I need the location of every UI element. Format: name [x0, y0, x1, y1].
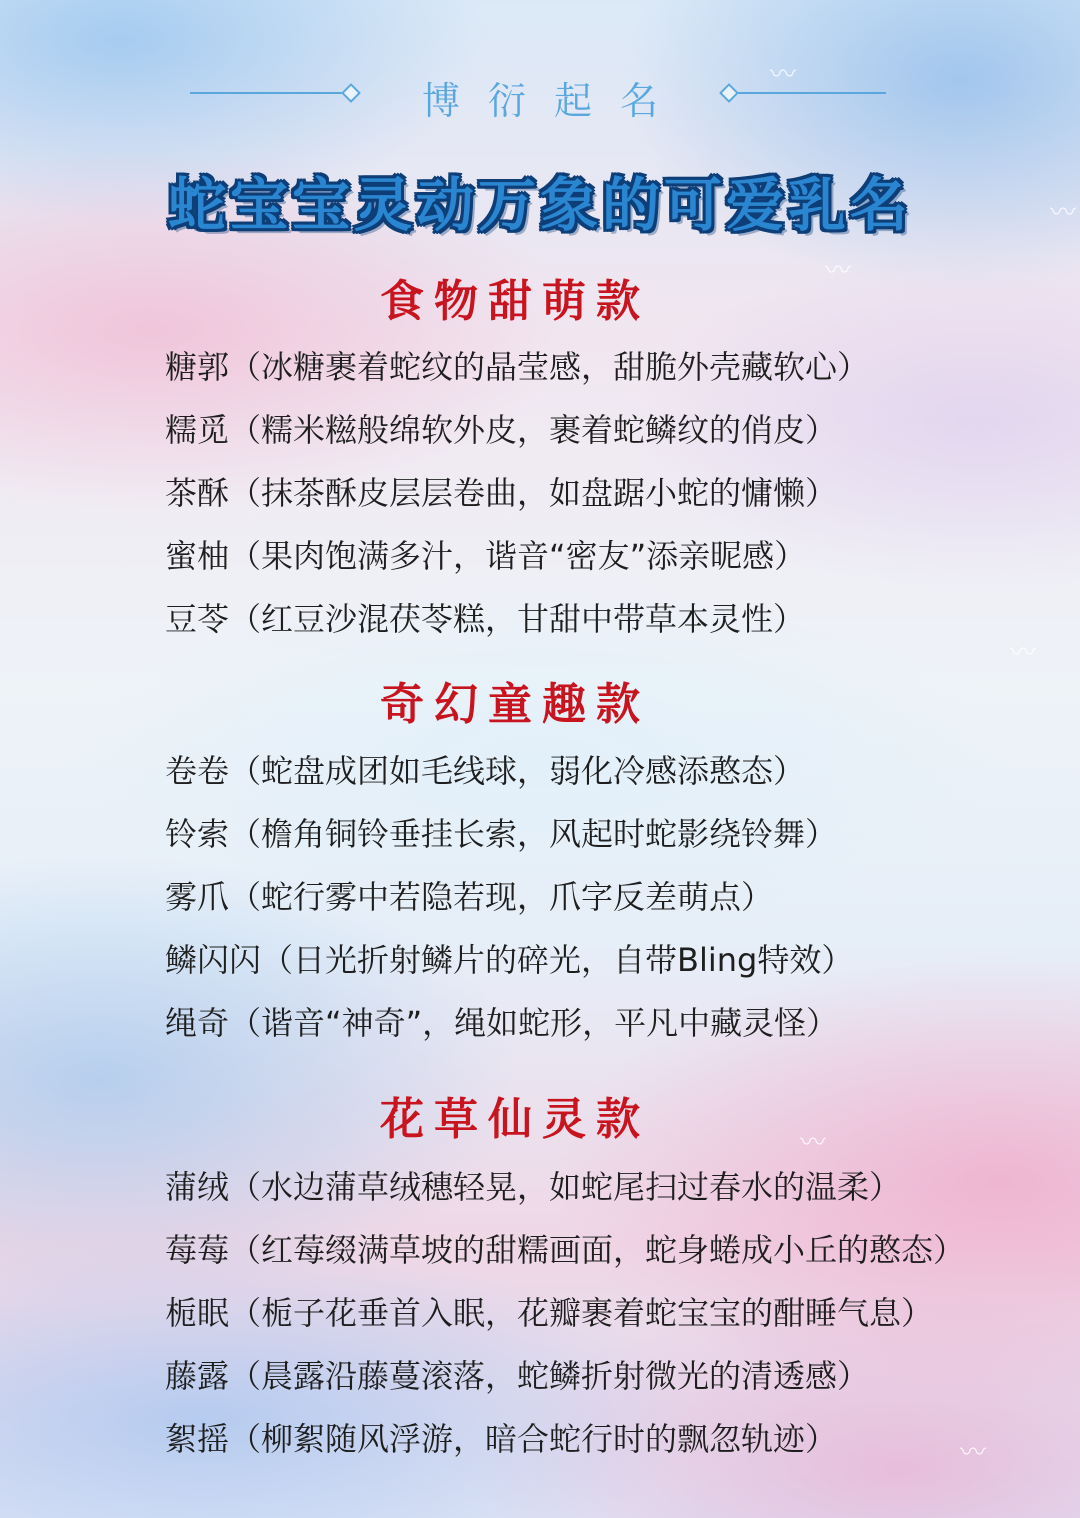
bird-silhouette: 〰	[770, 60, 797, 90]
section-title-flora: 花草仙灵款	[380, 1094, 650, 1145]
section-title-fantasy: 奇幻童趣款	[380, 679, 650, 730]
brand-name: 博衍起名	[421, 79, 686, 123]
bird-silhouette: 〰	[800, 1128, 827, 1158]
bird-silhouette: 〰	[960, 1438, 987, 1468]
list-item: 糖郭（冰糖裹着蛇纹的晶莹感，甜脆外壳藏软心）	[165, 348, 870, 386]
list-item: 絮摇（柳絮随风浮游，暗合蛇行时的飘忽轨迹）	[165, 1420, 838, 1458]
list-item: 蒲绒（水边蒲草绒穗轻晃，如蛇尾扫过春水的温柔）	[165, 1168, 902, 1206]
list-item: 栀眠（栀子花垂首入眠，花瓣裹着蛇宝宝的酣睡气息）	[165, 1294, 934, 1332]
bird-silhouette: 〰	[825, 256, 852, 286]
section-title-food: 食物甜萌款	[380, 276, 650, 327]
page-title: 蛇宝宝灵动万象的可爱乳名	[167, 171, 912, 239]
bird-silhouette: 〰	[1050, 198, 1077, 228]
list-item: 雾爪（蛇行雾中若隐若现，爪字反差萌点）	[165, 878, 774, 916]
list-item: 绳奇（谐音“神奇”，绳如蛇形，平凡中藏灵怪）	[165, 1004, 839, 1042]
list-item: 糯觅（糯米糍般绵软外皮，裹着蛇鳞纹的俏皮）	[165, 411, 838, 449]
list-item: 茶酥（抹茶酥皮层层卷曲，如盘踞小蛇的慵懒）	[165, 474, 838, 512]
bird-silhouette: 〰	[1010, 638, 1037, 668]
list-item: 莓莓（红莓缀满草坡的甜糯画面，蛇身蜷成小丘的憨态）	[165, 1231, 966, 1269]
list-item: 鳞闪闪（日光折射鳞片的碎光，自带Bling特效）	[165, 941, 854, 979]
list-item: 豆苓（红豆沙混茯苓糕，甘甜中带草本灵性）	[165, 600, 806, 638]
list-item: 铃索（檐角铜铃垂挂长索，风起时蛇影绕铃舞）	[165, 815, 838, 853]
list-item: 蜜柚（果肉饱满多汁，谐音“密友”添亲昵感）	[165, 537, 807, 575]
list-item: 卷卷（蛇盘成团如毛线球，弱化冷感添憨态）	[165, 752, 806, 790]
list-item: 藤露（晨露沿藤蔓滚落，蛇鳞折射微光的清透感）	[165, 1357, 870, 1395]
